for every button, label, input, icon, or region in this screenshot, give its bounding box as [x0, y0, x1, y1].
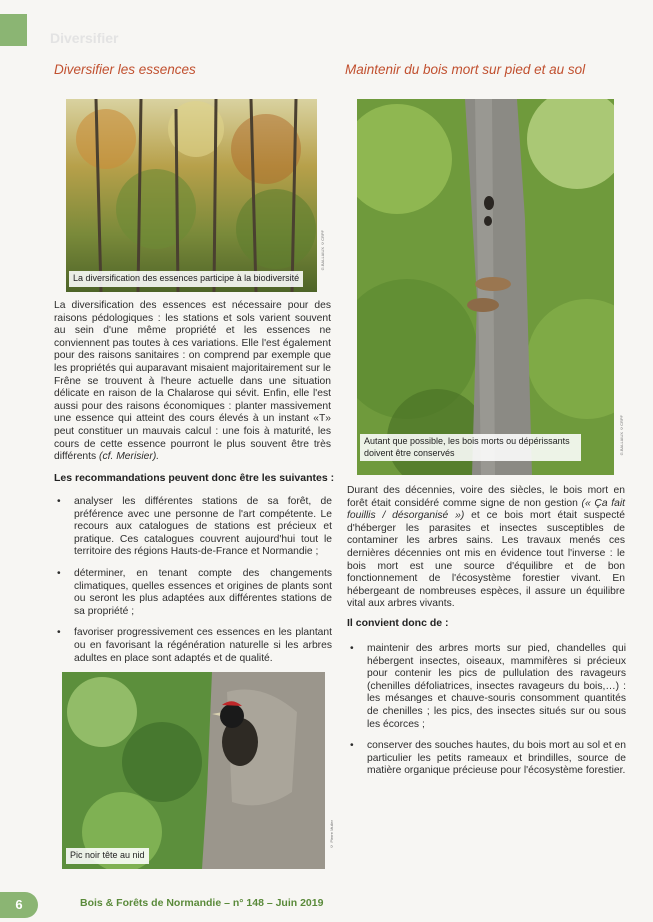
forest-photo-credit: G.BALLIAUX ©CRPF	[320, 230, 325, 271]
right-paragraph	[347, 485, 625, 611]
forest-photo	[66, 99, 317, 292]
left-paragraph-em: (cf. Merisier).	[99, 451, 160, 463]
left-bullet-list	[54, 496, 332, 674]
right-paragraph-b: et ce bois mort était suspecté d'héberger les parasites et insectes susceptibles de contaminer les arbres sains. Les travaux menés ces dernières décennies ont mis en évidence tout l'inverse : le bois mort est une source d'équilibre et de bon fonctionnement de l'écosystème forestier vivant. En hébergeant de nombreuses espèces, il assure un équilibre vital aux arbres vivants.	[347, 510, 625, 610]
bird-photo-credit: © Pierre Muller	[329, 820, 334, 849]
tree-photo	[357, 99, 614, 475]
forest-photo-caption: La diversification des essences participe à la biodiversité	[69, 271, 303, 287]
tree-photo-caption: Autant que possible, les bois morts ou dépérissants doivent être conservés	[360, 434, 581, 461]
bird-photo-caption: Pic noir tête au nid	[66, 848, 149, 864]
left-section-title: Diversifier les essences	[54, 62, 196, 77]
footer-text: Bois & Forêts de Normandie – n° 148 – Juin 2019	[80, 897, 324, 909]
ghost-text: Diversifier	[50, 30, 119, 46]
right-paragraph-a: Durant des décennies, voire des siècles, le bois mort en forêt était considéré comme signe de non gestion	[347, 485, 625, 509]
bird-photo	[62, 672, 325, 869]
list-item: • analyser les différentes stations de sa forêt, de préférence avec une personne de l'art compétente. Le recours aux catalogues de stations est précieux et pratique. Ces catalogues couvrent aujourd'hui tout le territoire des régions Hauts-de-France et Normandie ;	[57, 496, 332, 558]
right-bullet-list	[347, 643, 626, 787]
list-item: • favoriser progressivement ces essences en les plantant ou en favorisant la régénération naturelle si les arbres adultes en place sont adaptés et de qualité.	[57, 627, 332, 664]
left-paragraph-text: La diversification des essences est nécessaire pour des raisons pédologiques : les stations et sols varient souvent au sein d'une même propriété et les essences ne conviennent pas toutes à ces variations. Elle l'est également pour des raisons sanitaires : on comprend par exemple que les propriétés qui auparavant misaient majoritairement sur le Frêne se trouvent à l'heure actuelle dans une situation délicate en raison de la Chalarose qui sévit. Enfin, elle l'est aussi pour des raisons économiques : planter massivement une essence qui atteint des cours élevés à un instant «T» peut constituer un mauvais calcul : une fois à maturité, les cours de cette essence pourront le plus souvent être très différents	[54, 300, 331, 463]
left-paragraph	[54, 300, 331, 464]
corner-marker	[0, 14, 27, 46]
list-item: • conserver des souches hautes, du bois mort au sol et en particulier les petits rameaux et brindilles, source de matière organique précieuse pour l'écosystème forestier.	[350, 740, 626, 777]
list-item: • maintenir des arbres morts sur pied, chandelles qui hébergent insectes, oiseaux, mammifères si précieux pour contenir les pics de pullulation des ravageurs (chenilles défoliatrices, insectes ravageurs du bois,…) : les mésanges et chauve-souris consomment quantités de chenilles ; les pics, des insectes situés sur ou sous les écorces ;	[350, 643, 626, 730]
list-item: • déterminer, en tenant compte des changements climatiques, quelles essences et origines de plants sont ou seront les plus adaptées aux différentes stations de sa propriété ;	[57, 567, 332, 617]
tree-photo-credit: G.BALLIAUX ©CRPF	[619, 415, 624, 456]
right-paragraph-em: (« Ça fait fouillis / désorganisé »)	[347, 497, 625, 522]
left-heading: Les recommandations peuvent donc être les suivantes :	[54, 472, 335, 484]
page-number: 6	[0, 892, 38, 918]
right-heading: Il convient donc de :	[347, 617, 449, 629]
right-section-title: Maintenir du bois mort sur pied et au sol	[345, 62, 586, 77]
